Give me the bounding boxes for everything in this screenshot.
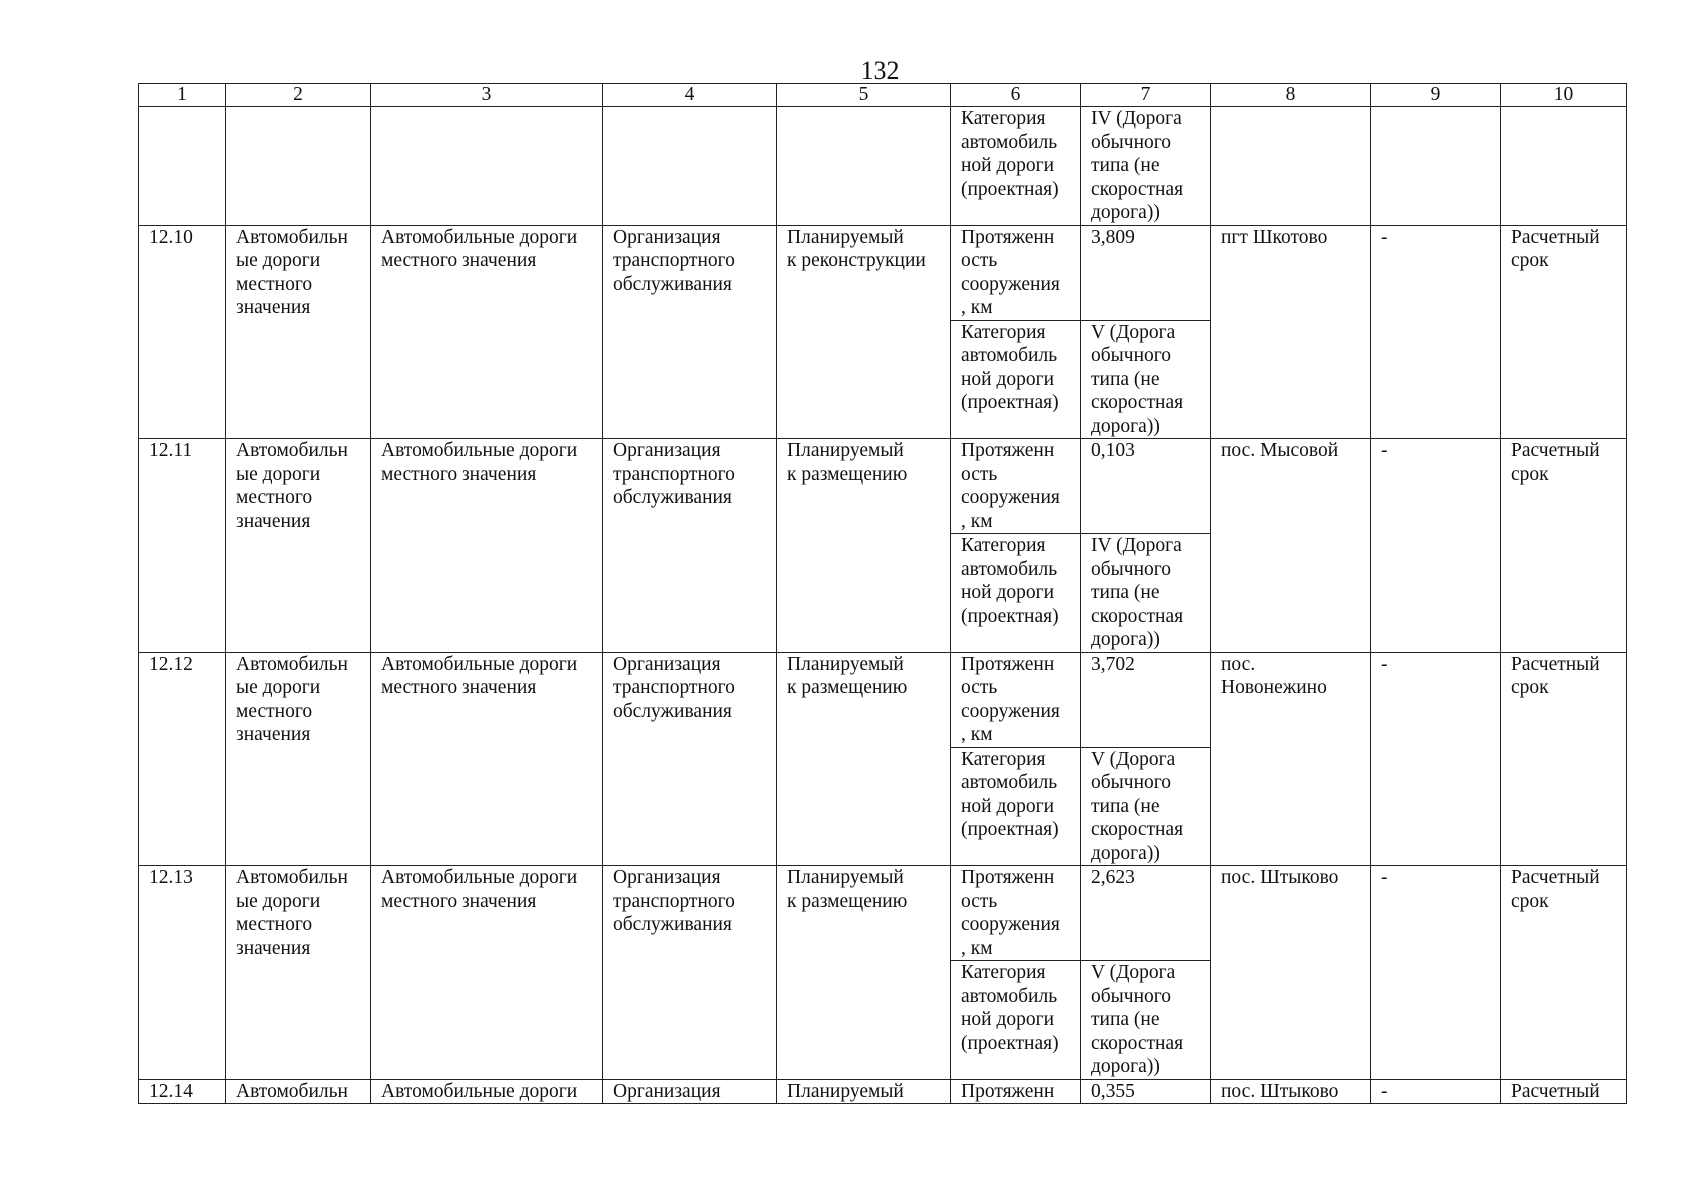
table-row [139, 1079, 1627, 1104]
table-row [139, 439, 1627, 534]
object-type: Автомобильн [226, 1079, 371, 1104]
column-number: 9 [1371, 84, 1501, 107]
column-number: 3 [371, 84, 603, 107]
object-purpose: Организация транспортного обслуживания [603, 439, 777, 653]
object-kind: Автомобильные дороги [371, 1079, 603, 1104]
term: Расчетный срок [1501, 866, 1627, 1080]
param-value: IV (Дорога обычного типа (не скоростная дорога)) [1081, 534, 1211, 653]
object-purpose: Организация [603, 1079, 777, 1104]
param-label: Протяженн ость сооружения , км [951, 225, 1081, 320]
param-value: 0,103 [1081, 439, 1211, 534]
param-label: Категория автомобиль ной дороги (проектная) [951, 320, 1081, 439]
page-number: 132 [860, 56, 900, 85]
param-value: 2,623 [1081, 866, 1211, 961]
table-row [139, 225, 1627, 320]
object-status: Планируемый к реконструкции [777, 225, 951, 439]
zone: - [1371, 225, 1501, 439]
object-status: Планируемый [777, 1079, 951, 1104]
object-kind: Автомобильные дороги местного значения [371, 439, 603, 653]
param-label: Категория автомобиль ной дороги (проектная) [951, 534, 1081, 653]
object-kind: Автомобильные дороги местного значения [371, 866, 603, 1080]
object-status: Планируемый к размещению [777, 439, 951, 653]
table-row [139, 866, 1627, 961]
column-number: 10 [1501, 84, 1627, 107]
param-label: Протяженн ость сооружения , км [951, 866, 1081, 961]
param-value: V (Дорога обычного типа (не скоростная дорога)) [1081, 747, 1211, 866]
param-label: Категория автомобиль ной дороги (проектная) [951, 107, 1081, 226]
object-purpose: Организация транспортного обслуживания [603, 866, 777, 1080]
zone: - [1371, 652, 1501, 866]
column-number: 4 [603, 84, 777, 107]
column-number: 7 [1081, 84, 1211, 107]
param-label: Протяженн ость сооружения , км [951, 439, 1081, 534]
zone: - [1371, 439, 1501, 653]
location: пос. Новонежино [1211, 652, 1371, 866]
location: пос. Мысовой [1211, 439, 1371, 653]
location: пгт Шкотово [1211, 225, 1371, 439]
object-purpose: Организация транспортного обслуживания [603, 225, 777, 439]
object-type: Автомобильн ые дороги местного значения [226, 439, 371, 653]
location: пос. Штыково [1211, 1079, 1371, 1104]
param-value: 0,355 [1081, 1079, 1211, 1104]
planning-table [138, 83, 1627, 1104]
column-number: 6 [951, 84, 1081, 107]
zone: - [1371, 1079, 1501, 1104]
object-type: Автомобильн ые дороги местного значения [226, 652, 371, 866]
param-value: V (Дорога обычного типа (не скоростная дорога)) [1081, 961, 1211, 1080]
row-number: 12.12 [139, 652, 226, 866]
object-type: Автомобильн ые дороги местного значения [226, 866, 371, 1080]
param-label: Категория автомобиль ной дороги (проектная) [951, 961, 1081, 1080]
location: пос. Штыково [1211, 866, 1371, 1080]
column-number-row [139, 84, 1627, 107]
column-number: 1 [139, 84, 226, 107]
object-kind: Автомобильные дороги местного значения [371, 225, 603, 439]
param-label: Протяженн ость сооружения , км [951, 652, 1081, 747]
row-number: 12.11 [139, 439, 226, 653]
param-value: 3,809 [1081, 225, 1211, 320]
term: Расчетный [1501, 1079, 1627, 1104]
table-row [139, 652, 1627, 747]
object-status: Планируемый к размещению [777, 866, 951, 1080]
param-value: 3,702 [1081, 652, 1211, 747]
term: Расчетный срок [1501, 439, 1627, 653]
zone: - [1371, 866, 1501, 1080]
row-number: 12.14 [139, 1079, 226, 1104]
row-number: 12.13 [139, 866, 226, 1080]
object-kind: Автомобильные дороги местного значения [371, 652, 603, 866]
table-row-continuation [139, 107, 1627, 226]
term: Расчетный срок [1501, 225, 1627, 439]
param-label: Протяженн [951, 1079, 1081, 1104]
column-number: 5 [777, 84, 951, 107]
column-number: 2 [226, 84, 371, 107]
term: Расчетный срок [1501, 652, 1627, 866]
param-value: V (Дорога обычного типа (не скоростная дорога)) [1081, 320, 1211, 439]
object-type: Автомобильн ые дороги местного значения [226, 225, 371, 439]
row-number: 12.10 [139, 225, 226, 439]
object-purpose: Организация транспортного обслуживания [603, 652, 777, 866]
column-number: 8 [1211, 84, 1371, 107]
param-label: Категория автомобиль ной дороги (проектная) [951, 747, 1081, 866]
param-value: IV (Дорога обычного типа (не скоростная дорога)) [1081, 107, 1211, 226]
object-status: Планируемый к размещению [777, 652, 951, 866]
